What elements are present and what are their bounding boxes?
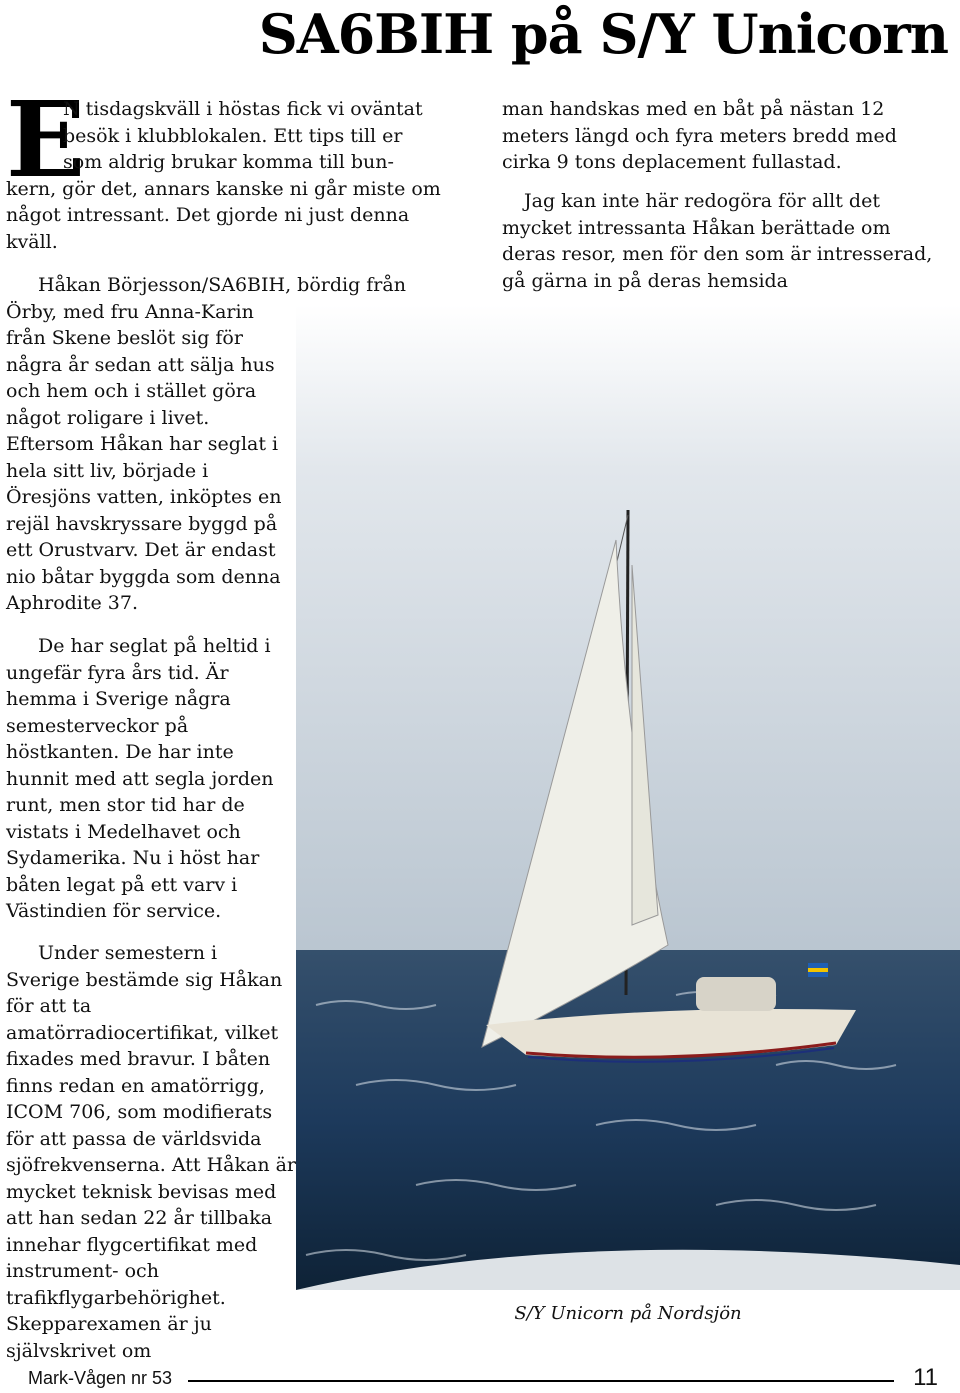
paragraph-4: Under semestern i Sverige bestämde sig Håkan för att ta amatörradiocertifikat, vilket fixades med bravur. I båten finns redan en amatörrigg, ICOM 706, som modifierats för att passa de världsvida sjöfrekvenserna. Att Håkan är mycket teknisk bevisas med att han sedan 22 år tillbaka innehar flygcertifikat med instrument- och trafikflygarbehörighet. Skepparexamen är ju självskrivet om [6,942,297,1362]
publication-name: Mark-Vågen nr 53 [28,1368,173,1388]
paragraph-2-body: Örby, med fru Anna-Karin från Skene beslöt sig för några år sedan att sälja hus och hem och i stället göra något roligare i livet. Eftersom Håkan har seglat i hela sitt liv, började i Öresjöns vatten, inköptes en rejäl havskryssare byggd på ett Orustvarv. Det är endast nio båtar byggda som denna Aphrodite 37. [6,300,282,614]
paragraph-5: man handskas med en båt på nästan 12 meters längd och fyra meters bredd med cirka 9 tons deplacement fullastad. [502,98,897,173]
intro-line-2: besök i klubblokalen. Ett tips till er [63,124,403,147]
sailboat-photo [296,305,960,1290]
footer-rule [188,1380,894,1382]
paragraph-3: De har seglat på heltid i ungefär fyra års tid. Är hemma i Sverige några semesterveckor på höstkanten. De har inte hunnit med att segla jorden runt, men stor tid har de vistats i Medelhavet och Sydamerika. Nu i höst har båten legat på ett varv i Västindien för service. [6,635,274,922]
sailboat-illustration [296,305,960,1290]
paragraph-6: Jag kan inte här redogöra för allt det mycket intressanta Håkan berättade om deras resor, men för den som är intresserad, gå gärna in på deras hemsida [502,190,933,292]
photo-caption: S/Y Unicorn på Nordsjön [514,1303,742,1324]
intro-rest: kern, gör det, annars kanske ni går miste om något intressant. Det gjorde ni just denna kväll. [6,177,441,253]
article-title: SA6BIH på S/Y Unicorn [258,2,948,66]
intro-line-1: N tisdagskväll i höstas fick vi oväntat [63,98,423,120]
intro-line-3: som aldrig brukar komma till bun- [63,151,394,173]
paragraph-2-first-line: Håkan Börjesson/SA6BIH, bördig från [38,274,406,296]
page-number: 11 [913,1364,938,1391]
intro-paragraph [6,96,446,255]
drop-cap: E [6,78,86,201]
